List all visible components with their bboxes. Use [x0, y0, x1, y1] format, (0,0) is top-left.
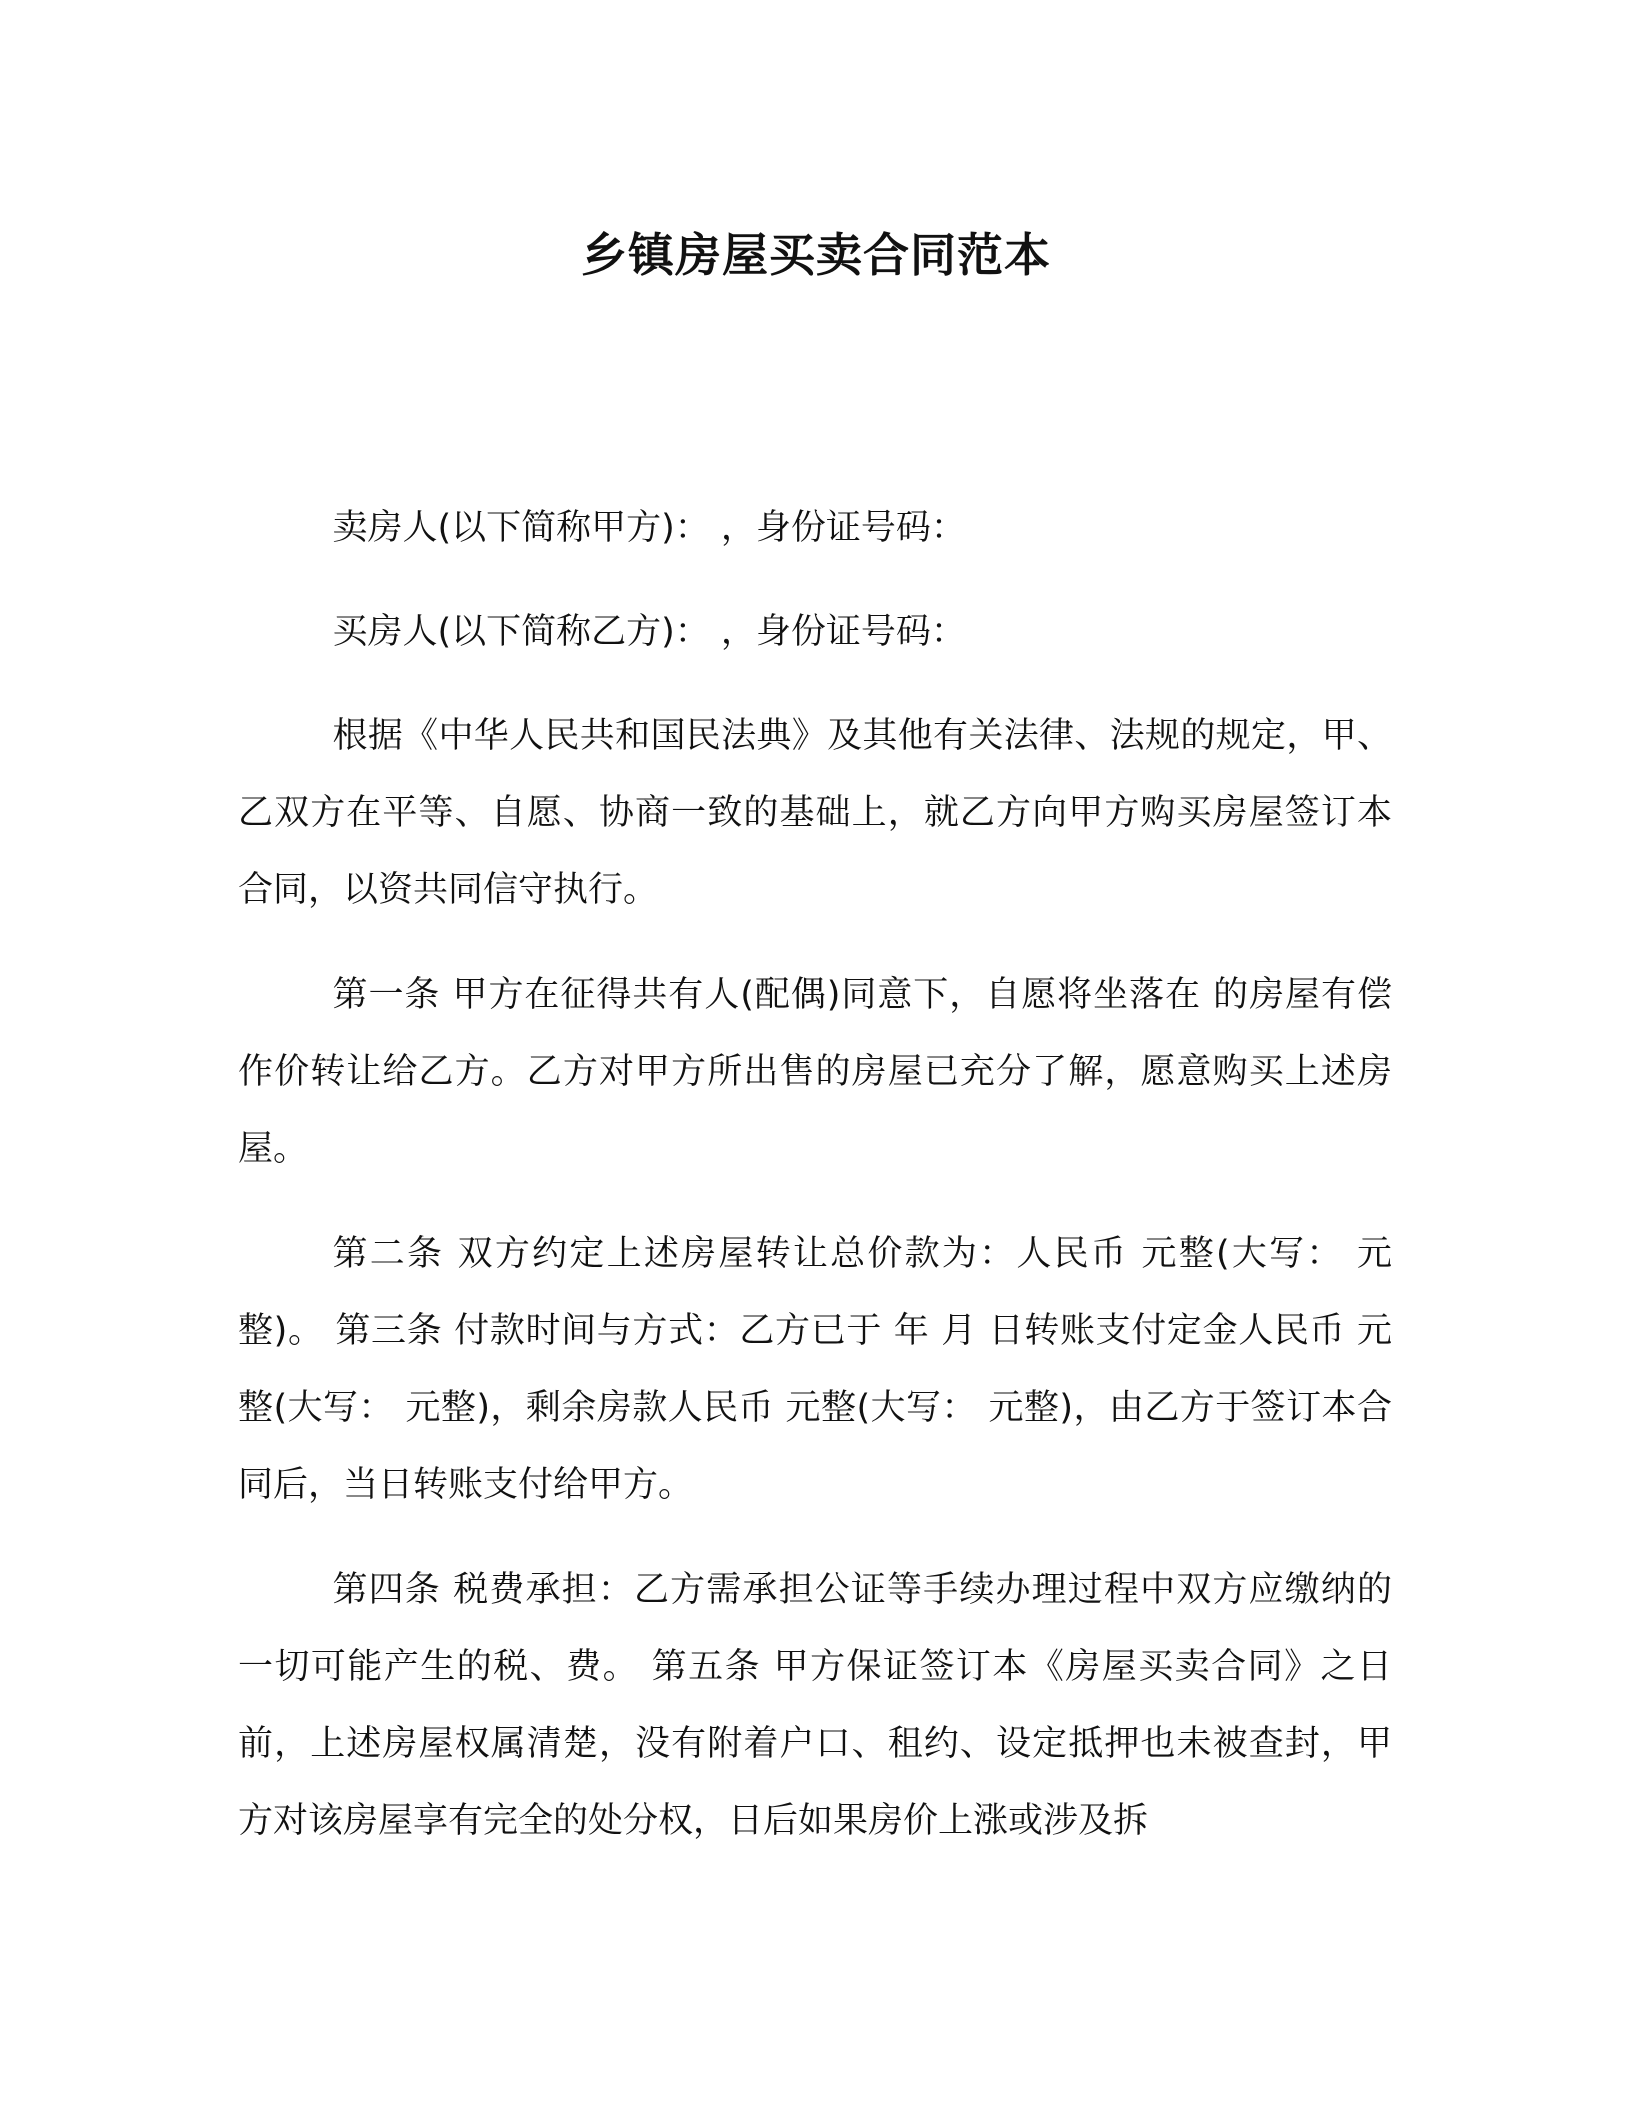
document-title: 乡镇房屋买卖合同范本: [581, 228, 1051, 282]
seller-line: 卖房人(以下简称甲方)： ，身份证号码：: [332, 508, 966, 548]
article-4-5-paragraph: 第四条 税费承担：乙方需承担公证等手续办理过程中双方应缴纳的一切可能产生的税、费。 第五条 甲方保证签订本《房屋买卖合同》之日前，上述房屋权属清楚，没有附着户口、租约、设定抵押也未被查封，甲方对该房屋享有完全的处分权，日后如果房价上涨或涉及拆: [238, 1570, 1392, 1841]
preamble-paragraph: 根据《中华人民共和国民法典》及其他有关法律、法规的规定，甲、乙双方在平等、自愿、协商一致的基础上，就乙方向甲方购买房屋签订本合同，以资共同信守执行。: [238, 716, 1392, 910]
document-body: [238, 490, 1392, 1888]
buyer-line: 买房人(以下简称乙方)： ，身份证号码：: [332, 612, 966, 652]
article-1-paragraph: 第一条 甲方在征得共有人(配偶)同意下，自愿将坐落在 的房屋有偿作价转让给乙方。乙方对甲方所出售的房屋已充分了解，愿意购买上述房屋。: [238, 975, 1392, 1169]
article-2-3-paragraph: 第二条 双方约定上述房屋转让总价款为：人民币 元整(大写： 元整)。 第三条 付款时间与方式：乙方已于 年 月 日转账支付定金人民币 元整(大写： 元整)，剩余房款人民币 元整(大写： 元整)，由乙方于签订本合同后，当日转账支付给甲方。: [238, 1234, 1392, 1505]
